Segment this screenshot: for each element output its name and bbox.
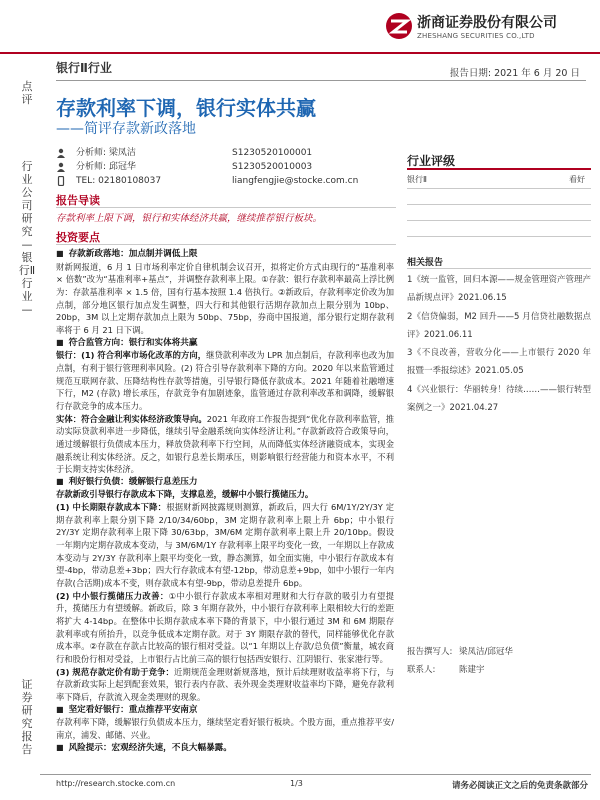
related-divider [407, 268, 591, 269]
rating-title: 行业评级 [407, 154, 456, 168]
disclaimer-note: 请务必阅读正文之后的免责条款部分 [451, 781, 588, 791]
email-address[interactable]: liangfengjie@stocke.com.cn [232, 176, 359, 186]
risk-heading: ■ 风险提示：宏观经济失速，不良大幅暴露。 [56, 742, 394, 755]
point-heading: ■ 存款新政落地：加点制并调低上限 [56, 248, 394, 261]
paragraph-lead: 银行：(1) 符合利率市场化改革的方向， [56, 350, 207, 361]
guide-text: 存款利率上限下调，银行和实体经济共赢，继续推荐银行板块。 [56, 213, 323, 224]
point-paragraph [56, 666, 394, 704]
paragraph-text: 继贷款利率改为 LPR 加点制后，存款利率也改为加点制，有利于银行管理利率风险。(2) 符合引导存款利率下降的方向。2020 年以来监管通过规范互联网存款、压降结构性存款等措施，引导银行降低存款成本。2021 年随着社融增速下行，M2 (存款) 增长承压，存款竞争有加剧迹象，监管通过存款利率改革和调降，缓解银行存款竞争的成本压力。 [56, 350, 394, 411]
paragraph-lead: 实体：符合金融让利实体经济政策导向。 [56, 413, 207, 424]
point-paragraph [56, 413, 394, 476]
side-label-bottom: 证券研究报告 [21, 678, 33, 756]
author-row [407, 645, 591, 657]
header-thin-divider [56, 80, 586, 81]
contact-value: 陈建宇 [459, 665, 485, 675]
header-divider [0, 52, 600, 54]
phone-icon [56, 176, 66, 186]
page-number: 1/3 [290, 779, 303, 788]
report-date: 报告日期: 2021 年 6 月 20 日 [449, 68, 580, 79]
related-report-item[interactable]: 2《信贷偏弱，M2 回升——5 月信贷社融数据点评》2021.06.11 [407, 311, 591, 340]
analyst-row [56, 146, 396, 160]
point-heading: ■ 坚定看好银行：重点推荐平安南京 [56, 704, 394, 717]
phone-number: TEL: 02180108037 [76, 176, 162, 186]
related-report-item[interactable]: 4《兴业银行：华丽转身！待续……——银行转型案例之一》2021.04.27 [407, 384, 591, 414]
rating-line [407, 220, 591, 221]
point-paragraph [56, 590, 394, 666]
analyst-id: S1230520010003 [232, 162, 313, 172]
guide-heading: 报告导读 [56, 194, 100, 207]
points-divider [56, 244, 396, 245]
person-icon [56, 148, 66, 158]
contact-row [407, 663, 591, 675]
paragraph-lead: (3) 规范存款定价有助于竞争： [56, 666, 175, 677]
contact-row [56, 174, 396, 188]
analyst-id: S1230520100001 [232, 148, 313, 158]
paragraph-text: ①中小银行存款成本率相对理财和大行存款的吸引力有望提升，揽储压力有望缓解。新政后，除 3 年期存款外，中小银行存款利率上限相较大行的差距将扩大 4-14bp。在整体中长期存款成本率下降的背景下，中小银行通过 3M 和 6M 期限存款利率或有所抬升，以竞争低成本定期存款。对于 3Y 期限存款的替代，同样能够优化存款成本率。②存款在存款占比较高的银行相对受益。以“1 年期以上存款/总负债”衡量，城农商行和股份行相对受益，上市银行占比前三高的银行包括西安银行、江阴银行、张家港行等。 [56, 590, 394, 664]
report-subtitle: ——简评存款新政落地 [56, 121, 196, 137]
author-value: 梁凤洁/邱冠华 [459, 647, 513, 657]
company-name-cn: 浙商证券股份有限公司 [417, 15, 557, 31]
paragraph-lead: (1) 中长期限存款成本下降： [56, 502, 167, 513]
footer-url[interactable]: http://research.stocke.com.cn [56, 779, 176, 788]
footer-divider [40, 774, 591, 775]
company-name-en: ZHESHANG SECURITIES CO.,LTD [417, 32, 535, 40]
rating-value: 看好 [569, 175, 585, 184]
company-logo-icon [385, 12, 413, 40]
paragraph-text: 根据财新网披露规则测算，新政后，四大行 6M/1Y/2Y/3Y 定期存款利率上限分别下降 2/10/34/60bp，3M 定期存款利率上限上升 6bp；中小银行 2Y/3Y 定期存款利率上限下降 30/63bp，3M/6M 定期存款利率上限上升 20/10bp。假设一年期内定期存款成本变动，与 3M/6M/1Y 存款利率上限平均变化一致，一年期以上存款成本变动与 2Y/3Y 存款利率上限平均变化一致，静态测算，如全面实施，中小银行存款成本有望-4bp，带动息差+3bp；四大行存款成本有望-12bp，带动息差+9bp，如中小银行一年内存款(合活期)成本不变，则存款成本有望-9bp，带动息差提升 6bp。 [56, 502, 394, 589]
rating-divider [407, 168, 591, 170]
analyst-row [56, 160, 396, 174]
related-report-item[interactable]: 1《统一监管，回归本源——规金管理资产管理产品新规点评》2021.06.15 [407, 275, 591, 304]
author-label: 报告撰写人: [407, 647, 453, 657]
point-lead: 存款新政引导银行存款成本下降，支撑息差，缓解中小银行揽储压力。 [56, 489, 314, 500]
guide-divider [56, 207, 396, 208]
point-paragraph: 存款利率下降，缓解银行负债成本压力，继续坚定看好银行板块。个股方面，重点推荐平安/南京，浦发、邮储、兴业。 [56, 717, 394, 740]
investment-points-body [56, 248, 394, 763]
report-title: 存款利率下调，银行实体共赢 [56, 96, 316, 120]
paragraph-lead: (2) 中小银行揽储压力改善： [56, 590, 169, 601]
analyst-name: 分析师: 邱冠华 [76, 162, 136, 172]
industry-tag: 银行Ⅱ行业 [56, 61, 112, 75]
points-heading: 投资要点 [56, 231, 100, 244]
point-paragraph [56, 349, 394, 412]
rating-label: 银行Ⅱ [407, 175, 427, 184]
point-heading: ■ 利好银行负债：缓解银行息差压力 [56, 476, 394, 489]
rating-line [407, 204, 591, 205]
paragraph-text: 近期规范金理财新规落地，预计后续理财收益率将下行，与存款新政实际上起到配套效果，银行表内存款、表外现金类理财收益率均下降，避免存款利率下降后，存款流入现金类理财的现象。 [56, 666, 394, 702]
paragraph-text: 2021 年政府工作报告提到“优化存款利率监管，推动实际贷款利率进一步降低，继续引导金融系统向实体经济让利。”存款新政符合政策导向，通过缓解银行负债成本压力，释放贷款利率下行空间，从而降低实体经济融资成本，实现金融系统让利实体经济。反之，如银行息差长期承压，则影响银行经营能力和资本水平，不利于长期支持实体经济。 [56, 413, 394, 475]
analyst-name: 分析师: 梁凤洁 [76, 148, 136, 158]
contact-label: 联系人: [407, 665, 436, 675]
point-heading: ■ 符合监管方向：银行和实体将共赢 [56, 337, 394, 350]
point-paragraph: 财新网报道，6 月 1 日市场利率定价自律机制会议召开，拟将定价方式由现行的“基准利率 × 倍数”改为“基准利率+基点”，并调整存款利率上限。①存款：银行存款利率最高上浮比例为：存款基准利率 × 1.5 倍，国有行基本按照 1.4 倍执行。②新政后，存款利率定价改为加点制，部分地区银行加点发生调整，四大行和其他银行活期存款加点上限分别为 10bp、20bp，3M 以上定期存款加点上限为 50bp、75bp，券商中国报道，部分银行定期存款利率将于 6 月 21 日下调。 [56, 261, 394, 335]
rating-row [407, 174, 591, 185]
side-label-type: 点评 [21, 80, 33, 106]
rating-line [407, 236, 591, 237]
person-icon [56, 162, 66, 172]
side-label-category: 行业公司研究—银行Ⅱ行业— [18, 160, 36, 316]
point-paragraph [56, 501, 394, 590]
related-reports-title: 相关报告 [407, 258, 444, 268]
related-report-item[interactable]: 3《不良改善，营收分化——上市银行 2020 年报暨一季报综述》2021.05.05 [407, 348, 591, 377]
rating-line [407, 188, 591, 189]
company-logo [385, 10, 595, 46]
related-reports-list [407, 271, 591, 417]
